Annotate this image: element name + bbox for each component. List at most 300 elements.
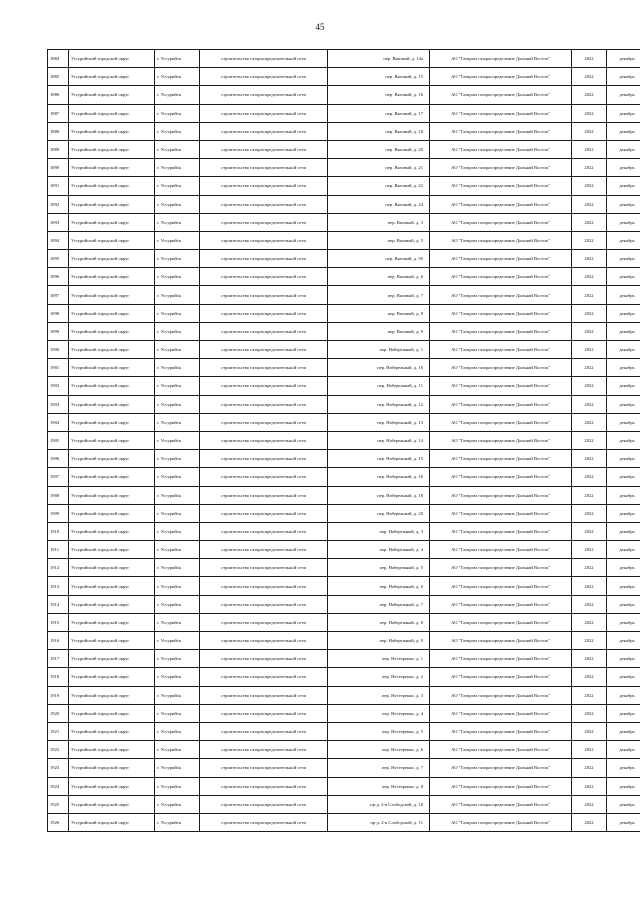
year-cell: 2022 — [572, 322, 607, 340]
month-cell: декабрь — [607, 559, 640, 577]
city-cell: г. Уссурийск — [155, 759, 200, 777]
city-cell: г. Уссурийск — [155, 413, 200, 431]
month-cell: декабрь — [607, 650, 640, 668]
district-cell: Уссурийский городской округ — [69, 50, 155, 68]
district-cell: Уссурийский городской округ — [69, 686, 155, 704]
district-cell: Уссурийский городской округ — [69, 504, 155, 522]
row-number-cell: 1889 — [48, 140, 69, 158]
month-cell: декабрь — [607, 304, 640, 322]
month-cell: декабрь — [607, 231, 640, 249]
city-cell: г. Уссурийск — [155, 50, 200, 68]
row-number-cell: 1888 — [48, 122, 69, 140]
address-cell: пер. Вязовый, д. 20 — [328, 140, 430, 158]
month-cell: декабрь — [607, 413, 640, 431]
row-number-cell: 1895 — [48, 250, 69, 268]
year-cell: 2022 — [572, 395, 607, 413]
year-cell: 2022 — [572, 468, 607, 486]
address-cell: пер. Набережный, д. 3 — [328, 522, 430, 540]
address-cell: пер. Вязовый, д. 8 — [328, 304, 430, 322]
table-row — [48, 195, 640, 213]
month-cell: декабрь — [607, 359, 640, 377]
city-cell: г. Уссурийск — [155, 86, 200, 104]
city-cell: г. Уссурийск — [155, 213, 200, 231]
row-number-cell: 1885 — [48, 68, 69, 86]
city-cell: г. Уссурийск — [155, 304, 200, 322]
work-type-cell: строительство газораспределительной сети — [200, 140, 328, 158]
address-cell: пер. Нестеренко, д. 7 — [328, 759, 430, 777]
work-type-cell: строительство газораспределительной сети — [200, 795, 328, 813]
organization-cell: АО "Газпром газораспределение Дальний Восток" — [430, 395, 572, 413]
address-cell: пер. Нестеренко, д. 6 — [328, 741, 430, 759]
month-cell: декабрь — [607, 450, 640, 468]
table-row — [48, 650, 640, 668]
address-cell: пер. Вязовый, д. 18 — [328, 122, 430, 140]
address-cell: пер. Вязовый, д. 3 — [328, 213, 430, 231]
year-cell: 2022 — [572, 595, 607, 613]
address-cell: пер. Набережный, д. 20 — [328, 504, 430, 522]
address-cell: пер. Вязовый, д. 24 — [328, 195, 430, 213]
organization-cell: АО "Газпром газораспределение Дальний Восток" — [430, 250, 572, 268]
work-type-cell: строительство газораспределительной сети — [200, 613, 328, 631]
address-cell: пер. Вязовый, д. 17 — [328, 104, 430, 122]
address-cell: пер. Набережный, д. 5 — [328, 559, 430, 577]
work-type-cell: строительство газораспределительной сети — [200, 777, 328, 795]
work-type-cell: строительство газораспределительной сети — [200, 522, 328, 540]
year-cell: 2022 — [572, 813, 607, 831]
month-cell: декабрь — [607, 722, 640, 740]
table-row — [48, 304, 640, 322]
month-cell: декабрь — [607, 341, 640, 359]
organization-cell: АО "Газпром газораспределение Дальний Восток" — [430, 632, 572, 650]
work-type-cell: строительство газораспределительной сети — [200, 468, 328, 486]
table-row — [48, 377, 640, 395]
work-type-cell: строительство газораспределительной сети — [200, 286, 328, 304]
city-cell: г. Уссурийск — [155, 813, 200, 831]
month-cell: декабрь — [607, 213, 640, 231]
year-cell: 2022 — [572, 159, 607, 177]
address-cell: пер. Набережный, д. 10 — [328, 359, 430, 377]
work-type-cell: строительство газораспределительной сети — [200, 395, 328, 413]
month-cell: декабрь — [607, 377, 640, 395]
table-row — [48, 322, 640, 340]
organization-cell: АО "Газпром газораспределение Дальний Восток" — [430, 613, 572, 631]
address-cell: пр-д. 2-я Слободской, д. 11 — [328, 813, 430, 831]
district-cell: Уссурийский городской округ — [69, 413, 155, 431]
address-cell: пер. Нестеренко, д. 3 — [328, 686, 430, 704]
month-cell: декабрь — [607, 486, 640, 504]
year-cell: 2022 — [572, 213, 607, 231]
row-number-cell: 1891 — [48, 177, 69, 195]
row-number-cell: 1925 — [48, 795, 69, 813]
year-cell: 2022 — [572, 613, 607, 631]
city-cell: г. Уссурийск — [155, 450, 200, 468]
work-type-cell: строительство газораспределительной сети — [200, 377, 328, 395]
city-cell: г. Уссурийск — [155, 250, 200, 268]
work-type-cell: строительство газораспределительной сети — [200, 177, 328, 195]
organization-cell: АО "Газпром газораспределение Дальний Восток" — [430, 759, 572, 777]
table-row — [48, 122, 640, 140]
organization-cell: АО "Газпром газораспределение Дальний Восток" — [430, 341, 572, 359]
month-cell: декабрь — [607, 795, 640, 813]
district-cell: Уссурийский городской округ — [69, 722, 155, 740]
city-cell: г. Уссурийск — [155, 613, 200, 631]
address-cell: пер. Вязовый, д. 14а — [328, 50, 430, 68]
month-cell: декабрь — [607, 140, 640, 158]
year-cell: 2022 — [572, 704, 607, 722]
month-cell: декабрь — [607, 104, 640, 122]
district-cell: Уссурийский городской округ — [69, 341, 155, 359]
row-number-cell: 1926 — [48, 813, 69, 831]
organization-cell: АО "Газпром газораспределение Дальний Восток" — [430, 468, 572, 486]
month-cell: декабрь — [607, 286, 640, 304]
work-type-cell: строительство газораспределительной сети — [200, 304, 328, 322]
address-cell: пер. Набережный, д. 6 — [328, 577, 430, 595]
organization-cell: АО "Газпром газораспределение Дальний Восток" — [430, 668, 572, 686]
month-cell: декабрь — [607, 395, 640, 413]
district-cell: Уссурийский городской округ — [69, 359, 155, 377]
month-cell: декабрь — [607, 50, 640, 68]
organization-cell: АО "Газпром газораспределение Дальний Восток" — [430, 741, 572, 759]
month-cell: декабрь — [607, 813, 640, 831]
table-row — [48, 395, 640, 413]
year-cell: 2022 — [572, 231, 607, 249]
table-row — [48, 50, 640, 68]
work-type-cell: строительство газораспределительной сети — [200, 704, 328, 722]
organization-cell: АО "Газпром газораспределение Дальний Восток" — [430, 413, 572, 431]
year-cell: 2022 — [572, 122, 607, 140]
table-row — [48, 577, 640, 595]
work-type-cell: строительство газораспределительной сети — [200, 668, 328, 686]
city-cell: г. Уссурийск — [155, 395, 200, 413]
row-number-cell: 1900 — [48, 341, 69, 359]
address-cell: пер. Вязовый, д. 6 — [328, 268, 430, 286]
table-row — [48, 813, 640, 831]
registry-table-body — [48, 50, 640, 832]
address-cell: пр-д. 2-я Слободской, д. 10 — [328, 795, 430, 813]
city-cell: г. Уссурийск — [155, 68, 200, 86]
district-cell: Уссурийский городской округ — [69, 650, 155, 668]
district-cell: Уссурийский городской округ — [69, 195, 155, 213]
organization-cell: АО "Газпром газораспределение Дальний Восток" — [430, 377, 572, 395]
month-cell: декабрь — [607, 322, 640, 340]
year-cell: 2022 — [572, 795, 607, 813]
address-cell: пер. Набережный, д. 1 — [328, 341, 430, 359]
organization-cell: АО "Газпром газораспределение Дальний Восток" — [430, 86, 572, 104]
row-number-cell: 1905 — [48, 431, 69, 449]
month-cell: декабрь — [607, 122, 640, 140]
city-cell: г. Уссурийск — [155, 668, 200, 686]
organization-cell: АО "Газпром газораспределение Дальний Восток" — [430, 50, 572, 68]
row-number-cell: 1924 — [48, 777, 69, 795]
city-cell: г. Уссурийск — [155, 741, 200, 759]
month-cell: декабрь — [607, 195, 640, 213]
organization-cell: АО "Газпром газораспределение Дальний Восток" — [430, 286, 572, 304]
organization-cell: АО "Газпром газораспределение Дальний Восток" — [430, 68, 572, 86]
row-number-cell: 1917 — [48, 650, 69, 668]
district-cell: Уссурийский городской округ — [69, 541, 155, 559]
city-cell: г. Уссурийск — [155, 268, 200, 286]
table-row — [48, 268, 640, 286]
city-cell: г. Уссурийск — [155, 195, 200, 213]
district-cell: Уссурийский городской округ — [69, 577, 155, 595]
row-number-cell: 1916 — [48, 632, 69, 650]
city-cell: г. Уссурийск — [155, 104, 200, 122]
address-cell: пер. Вязовый, д. 16 — [328, 86, 430, 104]
city-cell: г. Уссурийск — [155, 704, 200, 722]
month-cell: декабрь — [607, 668, 640, 686]
year-cell: 2022 — [572, 177, 607, 195]
district-cell: Уссурийский городской округ — [69, 431, 155, 449]
table-row — [48, 359, 640, 377]
district-cell: Уссурийский городской округ — [69, 86, 155, 104]
table-row — [48, 450, 640, 468]
address-cell: пер. Набережный, д. 4 — [328, 541, 430, 559]
month-cell: декабрь — [607, 686, 640, 704]
city-cell: г. Уссурийск — [155, 559, 200, 577]
month-cell: декабрь — [607, 777, 640, 795]
address-cell: пер. Нестеренко, д. 5 — [328, 722, 430, 740]
organization-cell: АО "Газпром газораспределение Дальний Восток" — [430, 268, 572, 286]
year-cell: 2022 — [572, 250, 607, 268]
table-row — [48, 140, 640, 158]
table-row — [48, 613, 640, 631]
row-number-cell: 1912 — [48, 559, 69, 577]
year-cell: 2022 — [572, 286, 607, 304]
organization-cell: АО "Газпром газораспределение Дальний Восток" — [430, 322, 572, 340]
table-row — [48, 668, 640, 686]
address-cell: пер. Набережный, д. 18 — [328, 486, 430, 504]
row-number-cell: 1898 — [48, 304, 69, 322]
work-type-cell: строительство газораспределительной сети — [200, 50, 328, 68]
work-type-cell: строительство газораспределительной сети — [200, 722, 328, 740]
address-cell: пер. Набережный, д. 16 — [328, 468, 430, 486]
table-row — [48, 341, 640, 359]
city-cell: г. Уссурийск — [155, 650, 200, 668]
district-cell: Уссурийский городской округ — [69, 613, 155, 631]
row-number-cell: 1887 — [48, 104, 69, 122]
month-cell: декабрь — [607, 632, 640, 650]
year-cell: 2022 — [572, 68, 607, 86]
city-cell: г. Уссурийск — [155, 359, 200, 377]
table-row — [48, 213, 640, 231]
work-type-cell: строительство газораспределительной сети — [200, 195, 328, 213]
year-cell: 2022 — [572, 195, 607, 213]
district-cell: Уссурийский городской округ — [69, 140, 155, 158]
address-cell: пер. Набережный, д. 8 — [328, 613, 430, 631]
organization-cell: АО "Газпром газораспределение Дальний Восток" — [430, 431, 572, 449]
table-row — [48, 722, 640, 740]
work-type-cell: строительство газораспределительной сети — [200, 413, 328, 431]
work-type-cell: строительство газораспределительной сети — [200, 250, 328, 268]
table-row — [48, 777, 640, 795]
address-cell: пер. Нестеренко, д. 8 — [328, 777, 430, 795]
month-cell: декабрь — [607, 541, 640, 559]
row-number-cell: 1909 — [48, 504, 69, 522]
month-cell: декабрь — [607, 504, 640, 522]
work-type-cell: строительство газораспределительной сети — [200, 268, 328, 286]
month-cell: декабрь — [607, 431, 640, 449]
work-type-cell: строительство газораспределительной сети — [200, 759, 328, 777]
organization-cell: АО "Газпром газораспределение Дальний Восток" — [430, 595, 572, 613]
row-number-cell: 1886 — [48, 86, 69, 104]
row-number-cell: 1918 — [48, 668, 69, 686]
city-cell: г. Уссурийск — [155, 777, 200, 795]
row-number-cell: 1919 — [48, 686, 69, 704]
district-cell: Уссурийский городской округ — [69, 777, 155, 795]
table-row — [48, 541, 640, 559]
district-cell: Уссурийский городской округ — [69, 250, 155, 268]
district-cell: Уссурийский городской округ — [69, 68, 155, 86]
address-cell: пер. Набережный, д. 15 — [328, 450, 430, 468]
month-cell: декабрь — [607, 577, 640, 595]
city-cell: г. Уссурийск — [155, 377, 200, 395]
month-cell: декабрь — [607, 250, 640, 268]
district-cell: Уссурийский городской округ — [69, 304, 155, 322]
city-cell: г. Уссурийск — [155, 504, 200, 522]
table-row — [48, 486, 640, 504]
year-cell: 2022 — [572, 686, 607, 704]
work-type-cell: строительство газораспределительной сети — [200, 431, 328, 449]
year-cell: 2022 — [572, 50, 607, 68]
year-cell: 2022 — [572, 541, 607, 559]
table-row — [48, 741, 640, 759]
work-type-cell: строительство газораспределительной сети — [200, 359, 328, 377]
city-cell: г. Уссурийск — [155, 341, 200, 359]
row-number-cell: 1884 — [48, 50, 69, 68]
city-cell: г. Уссурийск — [155, 468, 200, 486]
table-row — [48, 413, 640, 431]
work-type-cell: строительство газораспределительной сети — [200, 322, 328, 340]
work-type-cell: строительство газораспределительной сети — [200, 213, 328, 231]
district-cell: Уссурийский городской округ — [69, 177, 155, 195]
organization-cell: АО "Газпром газораспределение Дальний Восток" — [430, 359, 572, 377]
district-cell: Уссурийский городской округ — [69, 795, 155, 813]
work-type-cell: строительство газораспределительной сети — [200, 450, 328, 468]
address-cell: пер. Набережный, д. 11 — [328, 377, 430, 395]
organization-cell: АО "Газпром газораспределение Дальний Восток" — [430, 813, 572, 831]
city-cell: г. Уссурийск — [155, 486, 200, 504]
organization-cell: АО "Газпром газораспределение Дальний Восток" — [430, 304, 572, 322]
district-cell: Уссурийский городской округ — [69, 322, 155, 340]
organization-cell: АО "Газпром газораспределение Дальний Восток" — [430, 722, 572, 740]
year-cell: 2022 — [572, 304, 607, 322]
row-number-cell: 1922 — [48, 741, 69, 759]
month-cell: декабрь — [607, 522, 640, 540]
work-type-cell: строительство газораспределительной сети — [200, 686, 328, 704]
row-number-cell: 1902 — [48, 377, 69, 395]
year-cell: 2022 — [572, 341, 607, 359]
district-cell: Уссурийский городской округ — [69, 595, 155, 613]
district-cell: Уссурийский городской округ — [69, 759, 155, 777]
city-cell: г. Уссурийск — [155, 122, 200, 140]
address-cell: пер. Вязовый, д. 22 — [328, 177, 430, 195]
organization-cell: АО "Газпром газораспределение Дальний Восток" — [430, 686, 572, 704]
table-row — [48, 468, 640, 486]
city-cell: г. Уссурийск — [155, 577, 200, 595]
row-number-cell: 1921 — [48, 722, 69, 740]
year-cell: 2022 — [572, 413, 607, 431]
district-cell: Уссурийский городской округ — [69, 377, 155, 395]
year-cell: 2022 — [572, 522, 607, 540]
year-cell: 2022 — [572, 431, 607, 449]
organization-cell: АО "Газпром газораспределение Дальний Восток" — [430, 195, 572, 213]
organization-cell: АО "Газпром газораспределение Дальний Восток" — [430, 541, 572, 559]
work-type-cell: строительство газораспределительной сети — [200, 86, 328, 104]
work-type-cell: строительство газораспределительной сети — [200, 231, 328, 249]
district-cell: Уссурийский городской округ — [69, 231, 155, 249]
district-cell: Уссурийский городской округ — [69, 395, 155, 413]
work-type-cell: строительство газораспределительной сети — [200, 741, 328, 759]
year-cell: 2022 — [572, 632, 607, 650]
table-row — [48, 68, 640, 86]
district-cell: Уссурийский городской округ — [69, 559, 155, 577]
work-type-cell: строительство газораспределительной сети — [200, 122, 328, 140]
address-cell: пер. Набережный, д. 12 — [328, 395, 430, 413]
work-type-cell: строительство газораспределительной сети — [200, 577, 328, 595]
registry-table — [47, 49, 640, 832]
year-cell: 2022 — [572, 777, 607, 795]
table-row — [48, 795, 640, 813]
organization-cell: АО "Газпром газораспределение Дальний Восток" — [430, 231, 572, 249]
row-number-cell: 1913 — [48, 577, 69, 595]
district-cell: Уссурийский городской округ — [69, 104, 155, 122]
district-cell: Уссурийский городской округ — [69, 741, 155, 759]
row-number-cell: 1890 — [48, 159, 69, 177]
month-cell: декабрь — [607, 613, 640, 631]
work-type-cell: строительство газораспределительной сети — [200, 104, 328, 122]
city-cell: г. Уссурийск — [155, 177, 200, 195]
row-number-cell: 1901 — [48, 359, 69, 377]
table-row — [48, 231, 640, 249]
year-cell: 2022 — [572, 359, 607, 377]
address-cell: пер. Вязовый, д. 15 — [328, 68, 430, 86]
month-cell: декабрь — [607, 759, 640, 777]
organization-cell: АО "Газпром газораспределение Дальний Восток" — [430, 777, 572, 795]
year-cell: 2022 — [572, 450, 607, 468]
address-cell: пер. Набережный, д. 9 — [328, 632, 430, 650]
city-cell: г. Уссурийск — [155, 541, 200, 559]
table-row — [48, 286, 640, 304]
district-cell: Уссурийский городской округ — [69, 159, 155, 177]
organization-cell: АО "Газпром газораспределение Дальний Восток" — [430, 522, 572, 540]
city-cell: г. Уссурийск — [155, 322, 200, 340]
row-number-cell: 1910 — [48, 522, 69, 540]
row-number-cell: 1915 — [48, 613, 69, 631]
organization-cell: АО "Газпром газораспределение Дальний Восток" — [430, 159, 572, 177]
year-cell: 2022 — [572, 377, 607, 395]
district-cell: Уссурийский городской округ — [69, 122, 155, 140]
table-row — [48, 86, 640, 104]
year-cell: 2022 — [572, 577, 607, 595]
city-cell: г. Уссурийск — [155, 231, 200, 249]
organization-cell: АО "Газпром газораспределение Дальний Восток" — [430, 122, 572, 140]
table-row — [48, 595, 640, 613]
district-cell: Уссурийский городской округ — [69, 213, 155, 231]
year-cell: 2022 — [572, 268, 607, 286]
address-cell: пер. Нестеренко, д. 1 — [328, 650, 430, 668]
row-number-cell: 1893 — [48, 213, 69, 231]
month-cell: декабрь — [607, 595, 640, 613]
year-cell: 2022 — [572, 722, 607, 740]
city-cell: г. Уссурийск — [155, 595, 200, 613]
row-number-cell: 1911 — [48, 541, 69, 559]
work-type-cell: строительство газораспределительной сети — [200, 813, 328, 831]
city-cell: г. Уссурийск — [155, 431, 200, 449]
year-cell: 2022 — [572, 504, 607, 522]
work-type-cell: строительство газораспределительной сети — [200, 650, 328, 668]
row-number-cell: 1897 — [48, 286, 69, 304]
district-cell: Уссурийский городской округ — [69, 486, 155, 504]
